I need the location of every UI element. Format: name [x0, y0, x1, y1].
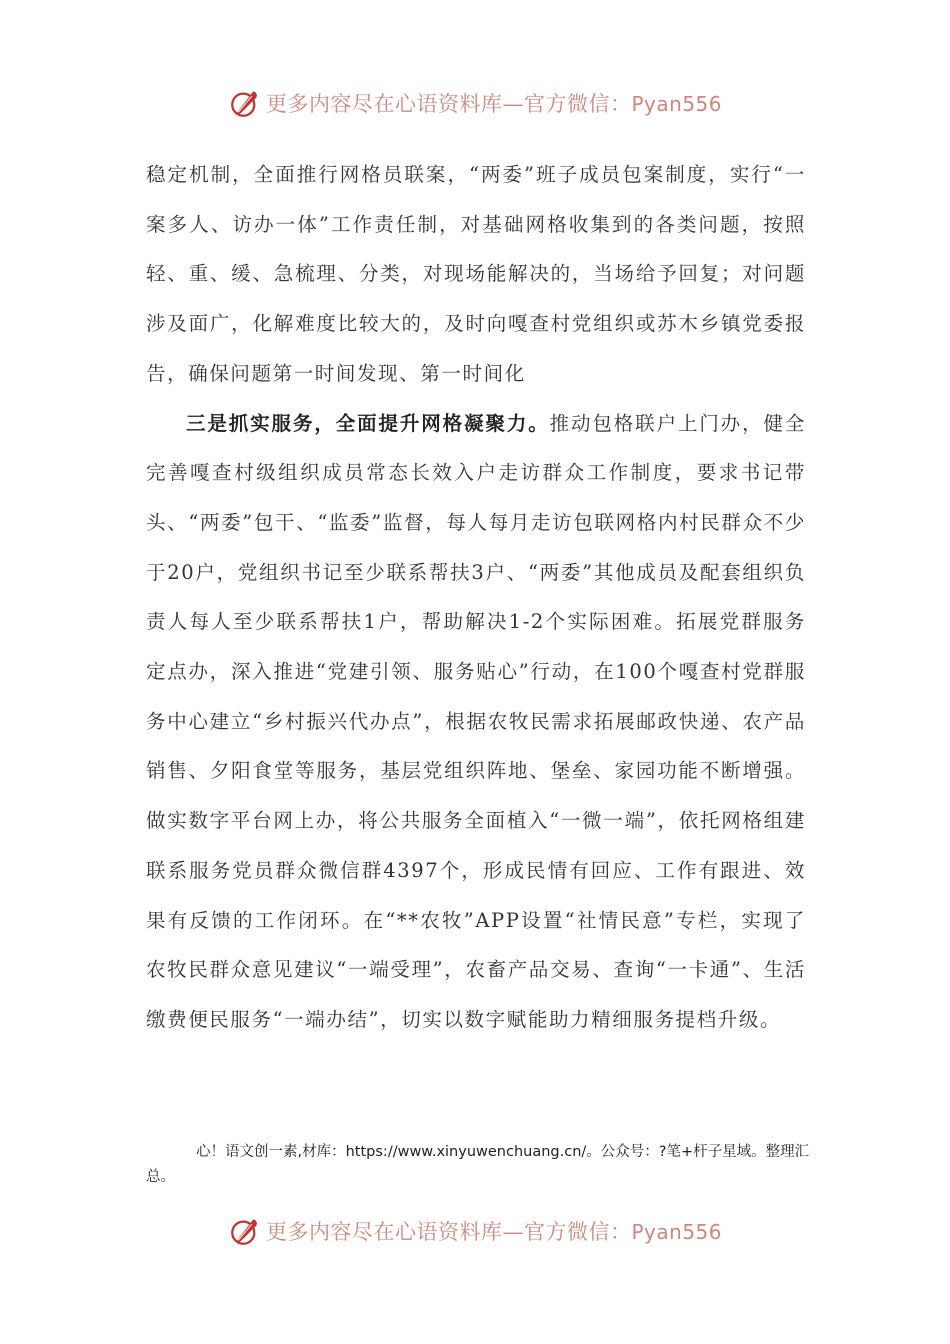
paragraph-2-body: 推动包格联户上门办，健全完善嘎查村级组织成员常态长效入户走访群众工作制度，要求书记带头、“两委”包干、“监委”监督，每人每月走访包联网格内村民群众不少于20户，党组织书记至少联系帮扶3户、“两委”其他成员及配套组织负责人每人至少联系帮扶1户，帮助解决1-2个实际困难。拓展党群服务定点办，深入推进“党建引领、服务贴心”行动，在100个嘎查村党群服务中心建立“乡村振兴代办点”，根据农牧民需求拓展邮政快递、农产品销售、夕阳食堂等服务，基层党组织阵地、堡垒、家园功能不断增强。做实数字平台网上办，将公共服务全面植入“一微一端”，依托网格组建联系服务党员群众微信群4397个，形成民情有回应、工作有跟进、效果有反馈的工作闭环。在“**农牧”APP设置“社情民意”专栏，实现了农牧民群众意见建议“一端受理”，农畜产品交易、查询“一卡通”、生活缴费便民服务“一端办结”，切实以数字赋能助力精细服务提档升级。 [146, 411, 807, 1031]
paragraph-2-lead: 三是抓实服务，全面提升网格凝聚力。 [186, 411, 550, 435]
paragraph-2 [146, 399, 806, 1045]
banner-text: 更多内容尽在心语资料库—官方微信：Pyan556 [265, 92, 722, 116]
header-banner [0, 80, 950, 126]
footer-banner [0, 1208, 950, 1254]
banner-text: 更多内容尽在心语资料库—官方微信：Pyan556 [265, 1220, 722, 1244]
paragraph-1: 稳定机制，全面推行网格员联案，“两委”班子成员包案制度，实行“一案多人、访办一体”工作责任制，对基础网格收集到的各类问题，按照轻、重、缓、急梳理、分类，对现场能解决的，当场给予回复；对问题涉及面广，化解难度比较大的，及时向嘎查村党组织或苏木乡镇党委报告，确保问题第一时间发现、第一时间化 [146, 163, 806, 385]
quill-pen-circle-icon [228, 86, 262, 120]
document-body [146, 150, 806, 1045]
source-note: 心！语文创一素,材库：https://www.xinyuwenchuang.cn/。公众号：?笔+杆子星域。整理汇总。 [146, 1144, 810, 1185]
quill-pen-circle-icon [228, 1214, 262, 1248]
